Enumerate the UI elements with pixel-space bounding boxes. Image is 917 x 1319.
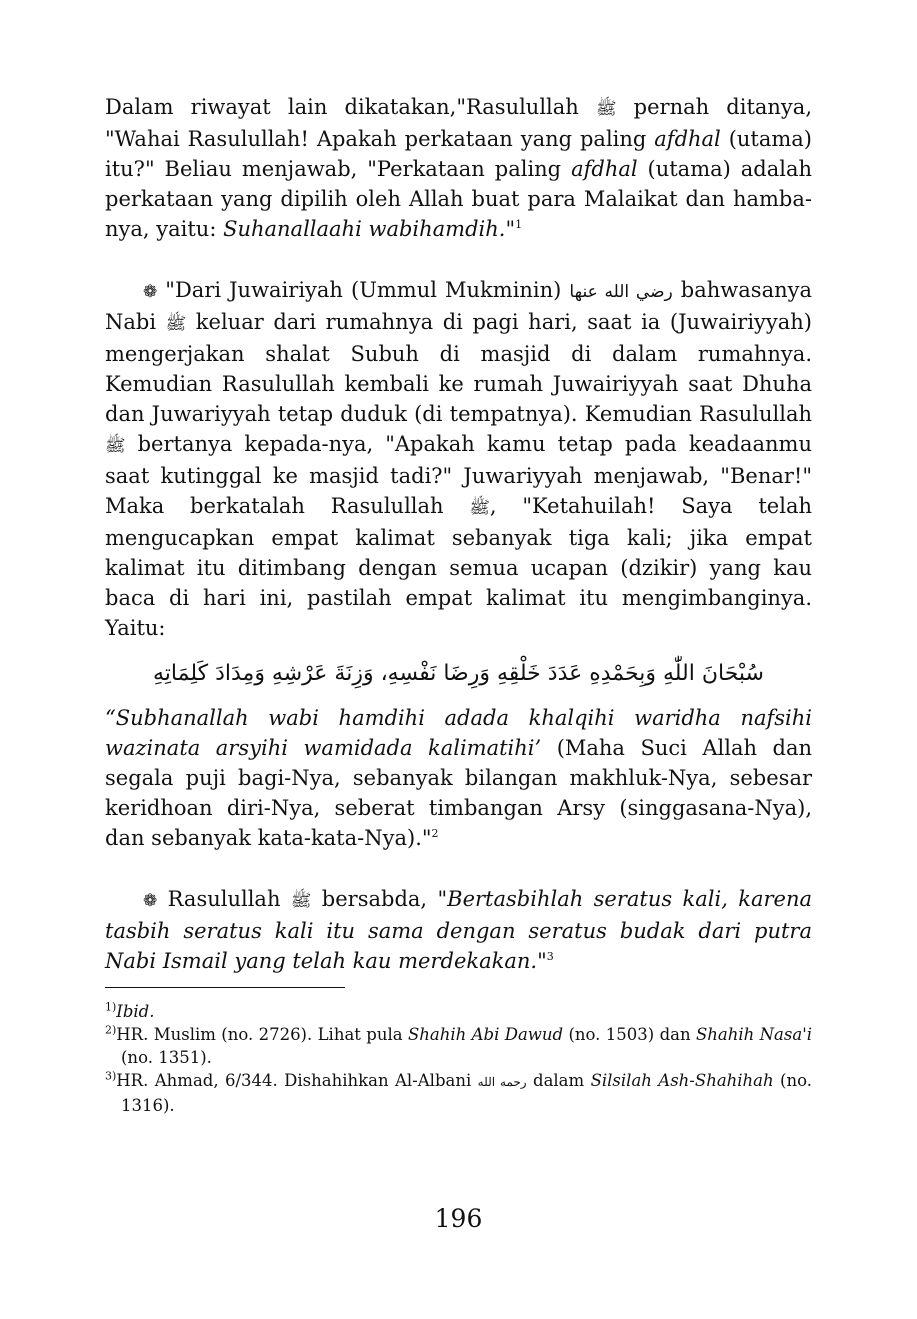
footnote-number: 1) <box>105 1000 117 1014</box>
rahimahullah-symbol: رحمه الله <box>477 1075 527 1089</box>
paragraph-3 <box>105 703 812 853</box>
footnote-2 <box>105 1023 812 1069</box>
italic-term: Suhanallaahi wabihamdih. <box>223 217 506 241</box>
paragraph-1 <box>105 92 812 244</box>
text: (no. 1503) dan <box>563 1025 696 1044</box>
text: Dalam riwayat lain dikatakan,"Rasulullah <box>105 95 596 119</box>
paragraph-4 <box>105 884 812 976</box>
text: (Maha Suci Allah dan segala puji bagi-Nya, sebanyak bilangan makhluk-Nya, sebesar keridhoan diri-Nya, seberat timbangan Arsy (singgasana-Nya), dan sebanyak kata-kata-Nya)." <box>105 736 812 850</box>
italic-term: afdhal <box>571 157 638 181</box>
salawat-symbol: ﷺ <box>105 436 126 456</box>
text: (no. 1351). <box>121 1048 212 1067</box>
flower-bullet-icon: ❁ <box>143 891 158 911</box>
italic-text: Ibid. <box>116 1002 155 1021</box>
page-number: 196 <box>434 1204 483 1233</box>
text: pernah ditanya, "Wahai Rasulullah! Apakah perkataan yang paling <box>105 95 812 151</box>
arabic-dhikr: سُبْحَانَ اللّٰهِ وَبِحَمْدِهِ عَدَدَ خَلْقِهِ وَرِضَا نَفْسِهِ، وَزِنَةَ عَرْشِهِ وَمِدَادَ كَلِمَاتِهِ <box>152 661 764 686</box>
text: "Dari Juwairiyah (Ummul Mukminin) <box>157 278 570 302</box>
text: bertanya kepada-nya, "Apakah kamu tetap pada keadaanmu saat kutinggal ke masjid tadi?" Juwariyyah menjawab, "Benar!" Maka berkatalah Rasulullah <box>105 432 812 518</box>
footnote-ref-2: 2 <box>431 827 439 840</box>
footnote-1 <box>105 1000 812 1023</box>
italic-hadith: Bertasbihlah seratus kali, karena tasbih seratus kali itu sama dengan seratus budak dari putra Nabi Ismail yang telah kau merdekakan. <box>105 887 813 973</box>
text: dalam <box>526 1071 591 1090</box>
italic-term: afdhal <box>654 127 721 151</box>
footnote-3 <box>105 1069 812 1117</box>
italic-text: Shahih Nasa'i <box>695 1025 813 1044</box>
text: " <box>505 217 516 241</box>
salawat-symbol: ﷺ <box>290 891 312 911</box>
text: (utama) itu?" Beliau menjawab, "Perkataan paling <box>105 127 813 181</box>
text: keluar dari rumahnya di pagi hari, saat ia (Juwairiyyah) mengerjakan shalat Subuh di masjid di dalam rumahnya. Kemudian Rasulullah kembali ke rumah Juwairiyyah saat Dhuha dan Juwariyyah tetap duduk (di tempatnya). Kemudian Rasulullah <box>105 310 812 426</box>
text: bersabda, " <box>311 887 448 911</box>
flower-bullet-icon: ❁ <box>143 282 158 302</box>
text: (no. 1316). <box>121 1071 813 1115</box>
text: (utama) adalah perkataan yang dipilih oleh Allah buat para Malaikat dan hamba-nya, yaitu: <box>105 157 813 241</box>
main-text <box>105 92 812 976</box>
footnote-number: 3) <box>105 1069 117 1083</box>
text: Rasulullah <box>157 887 291 911</box>
footnote-ref-1: 1 <box>515 218 523 231</box>
italic-transliteration: “Subhanallah wabi hamdihi adada khalqihi waridha nafsihi wazinata arsyihi wamidada kalimatihi’ <box>105 706 812 760</box>
italic-text: Silsilah Ash-Shahihah <box>590 1071 774 1090</box>
footnote-divider <box>105 987 345 988</box>
salawat-symbol: ﷺ <box>165 314 187 334</box>
text: , "Ketahuilah! Saya telah mengucapkan empat kalimat sebanyak tiga kali; jika empat kalimat itu ditimbang dengan semua ucapan (dzikir) yang kau baca di hari ini, pastilah empat kalimat itu mengimbanginya. Yaitu: <box>105 494 812 640</box>
italic-text: Shahih Abi Dawud <box>407 1025 564 1044</box>
salawat-symbol: ﷺ <box>595 99 617 119</box>
text: bahwasanya Nabi <box>105 278 812 334</box>
paragraph-2 <box>105 275 812 643</box>
footnote-ref-3: 3 <box>546 950 554 963</box>
radhiyallahu-symbol: رضي الله عنها <box>569 282 673 302</box>
footnotes <box>105 1000 812 1117</box>
text: HR. Muslim (no. 2726). Lihat pula <box>116 1025 408 1044</box>
text: " <box>537 949 547 973</box>
salawat-symbol: ﷺ <box>469 498 490 518</box>
text: HR. Ahmad, 6/344. Dishahihkan Al-Albani <box>116 1071 478 1090</box>
footnote-number: 2) <box>105 1023 117 1037</box>
